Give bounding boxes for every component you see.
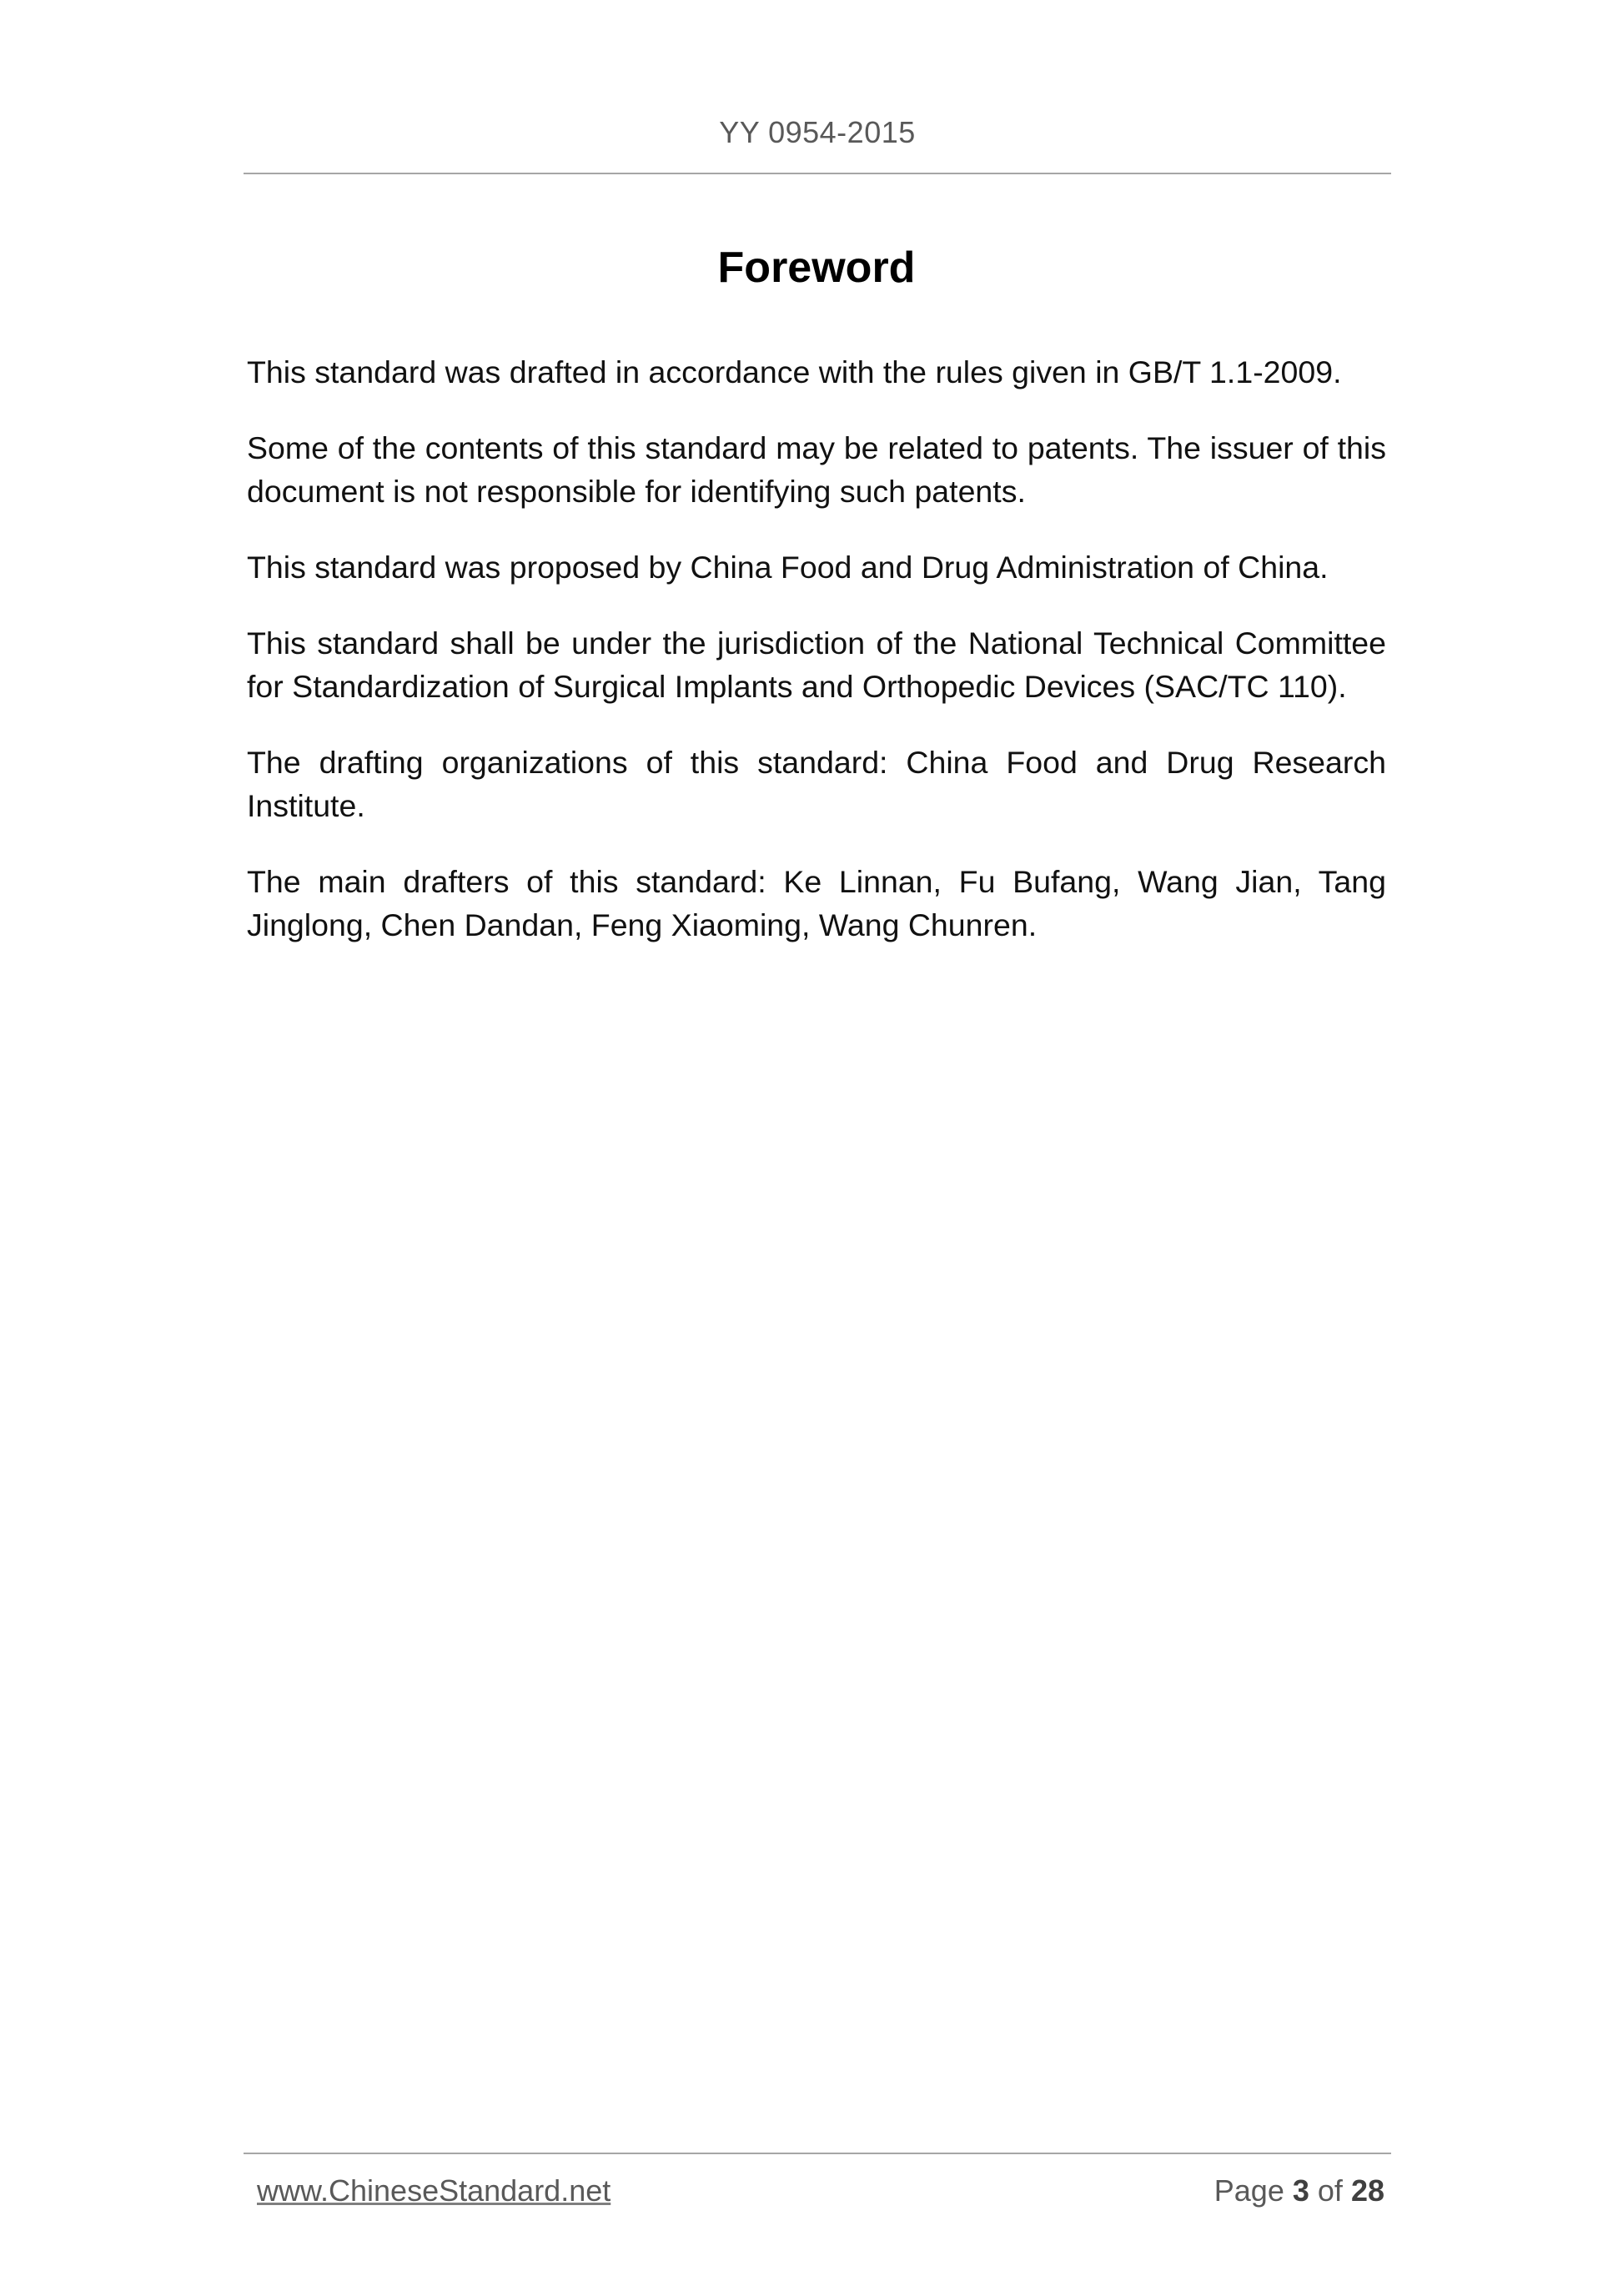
page-label: Page bbox=[1213, 2173, 1284, 2208]
paragraph-drafting-organizations: The drafting organizations of this standard: China Food and Drug Research Institute. bbox=[247, 745, 1386, 823]
header-doc-code: YY 0954-2015 bbox=[719, 115, 916, 149]
paragraph-main-drafters: The main drafters of this standard: Ke Linnan, Fu Bufang, Wang Jian, Tang Jinglong, Chen Dandan, Feng Xiaoming, Wang Chunren. bbox=[247, 864, 1386, 942]
page-content bbox=[247, 235, 1386, 979]
header-divider bbox=[244, 173, 1391, 174]
paragraph-patents: Some of the contents of this standard may be related to patents. The issuer of this document is not responsible for identifying such patents. bbox=[247, 430, 1386, 509]
page-total: 28 bbox=[1350, 2173, 1384, 2208]
page-current: 3 bbox=[1292, 2173, 1309, 2208]
website-link[interactable]: www.ChineseStandard.net bbox=[257, 2173, 611, 2208]
page-of-label: of bbox=[1317, 2173, 1343, 2208]
paragraph-proposed-by: This standard was proposed by China Food and Drug Administration of China. bbox=[247, 550, 1329, 585]
paragraph-jurisdiction: This standard shall be under the jurisdiction of the National Technical Committee for Standardization of Surgical Implants and Orthopedic Devices (SAC/TC 110). bbox=[247, 625, 1386, 704]
footer-divider bbox=[244, 2153, 1391, 2154]
paragraph-drafting-rules: This standard was drafted in accordance with the rules given in GB/T 1.1-2009. bbox=[247, 354, 1342, 389]
page-number bbox=[1214, 2173, 1384, 2208]
page-title: Foreword bbox=[717, 244, 916, 292]
